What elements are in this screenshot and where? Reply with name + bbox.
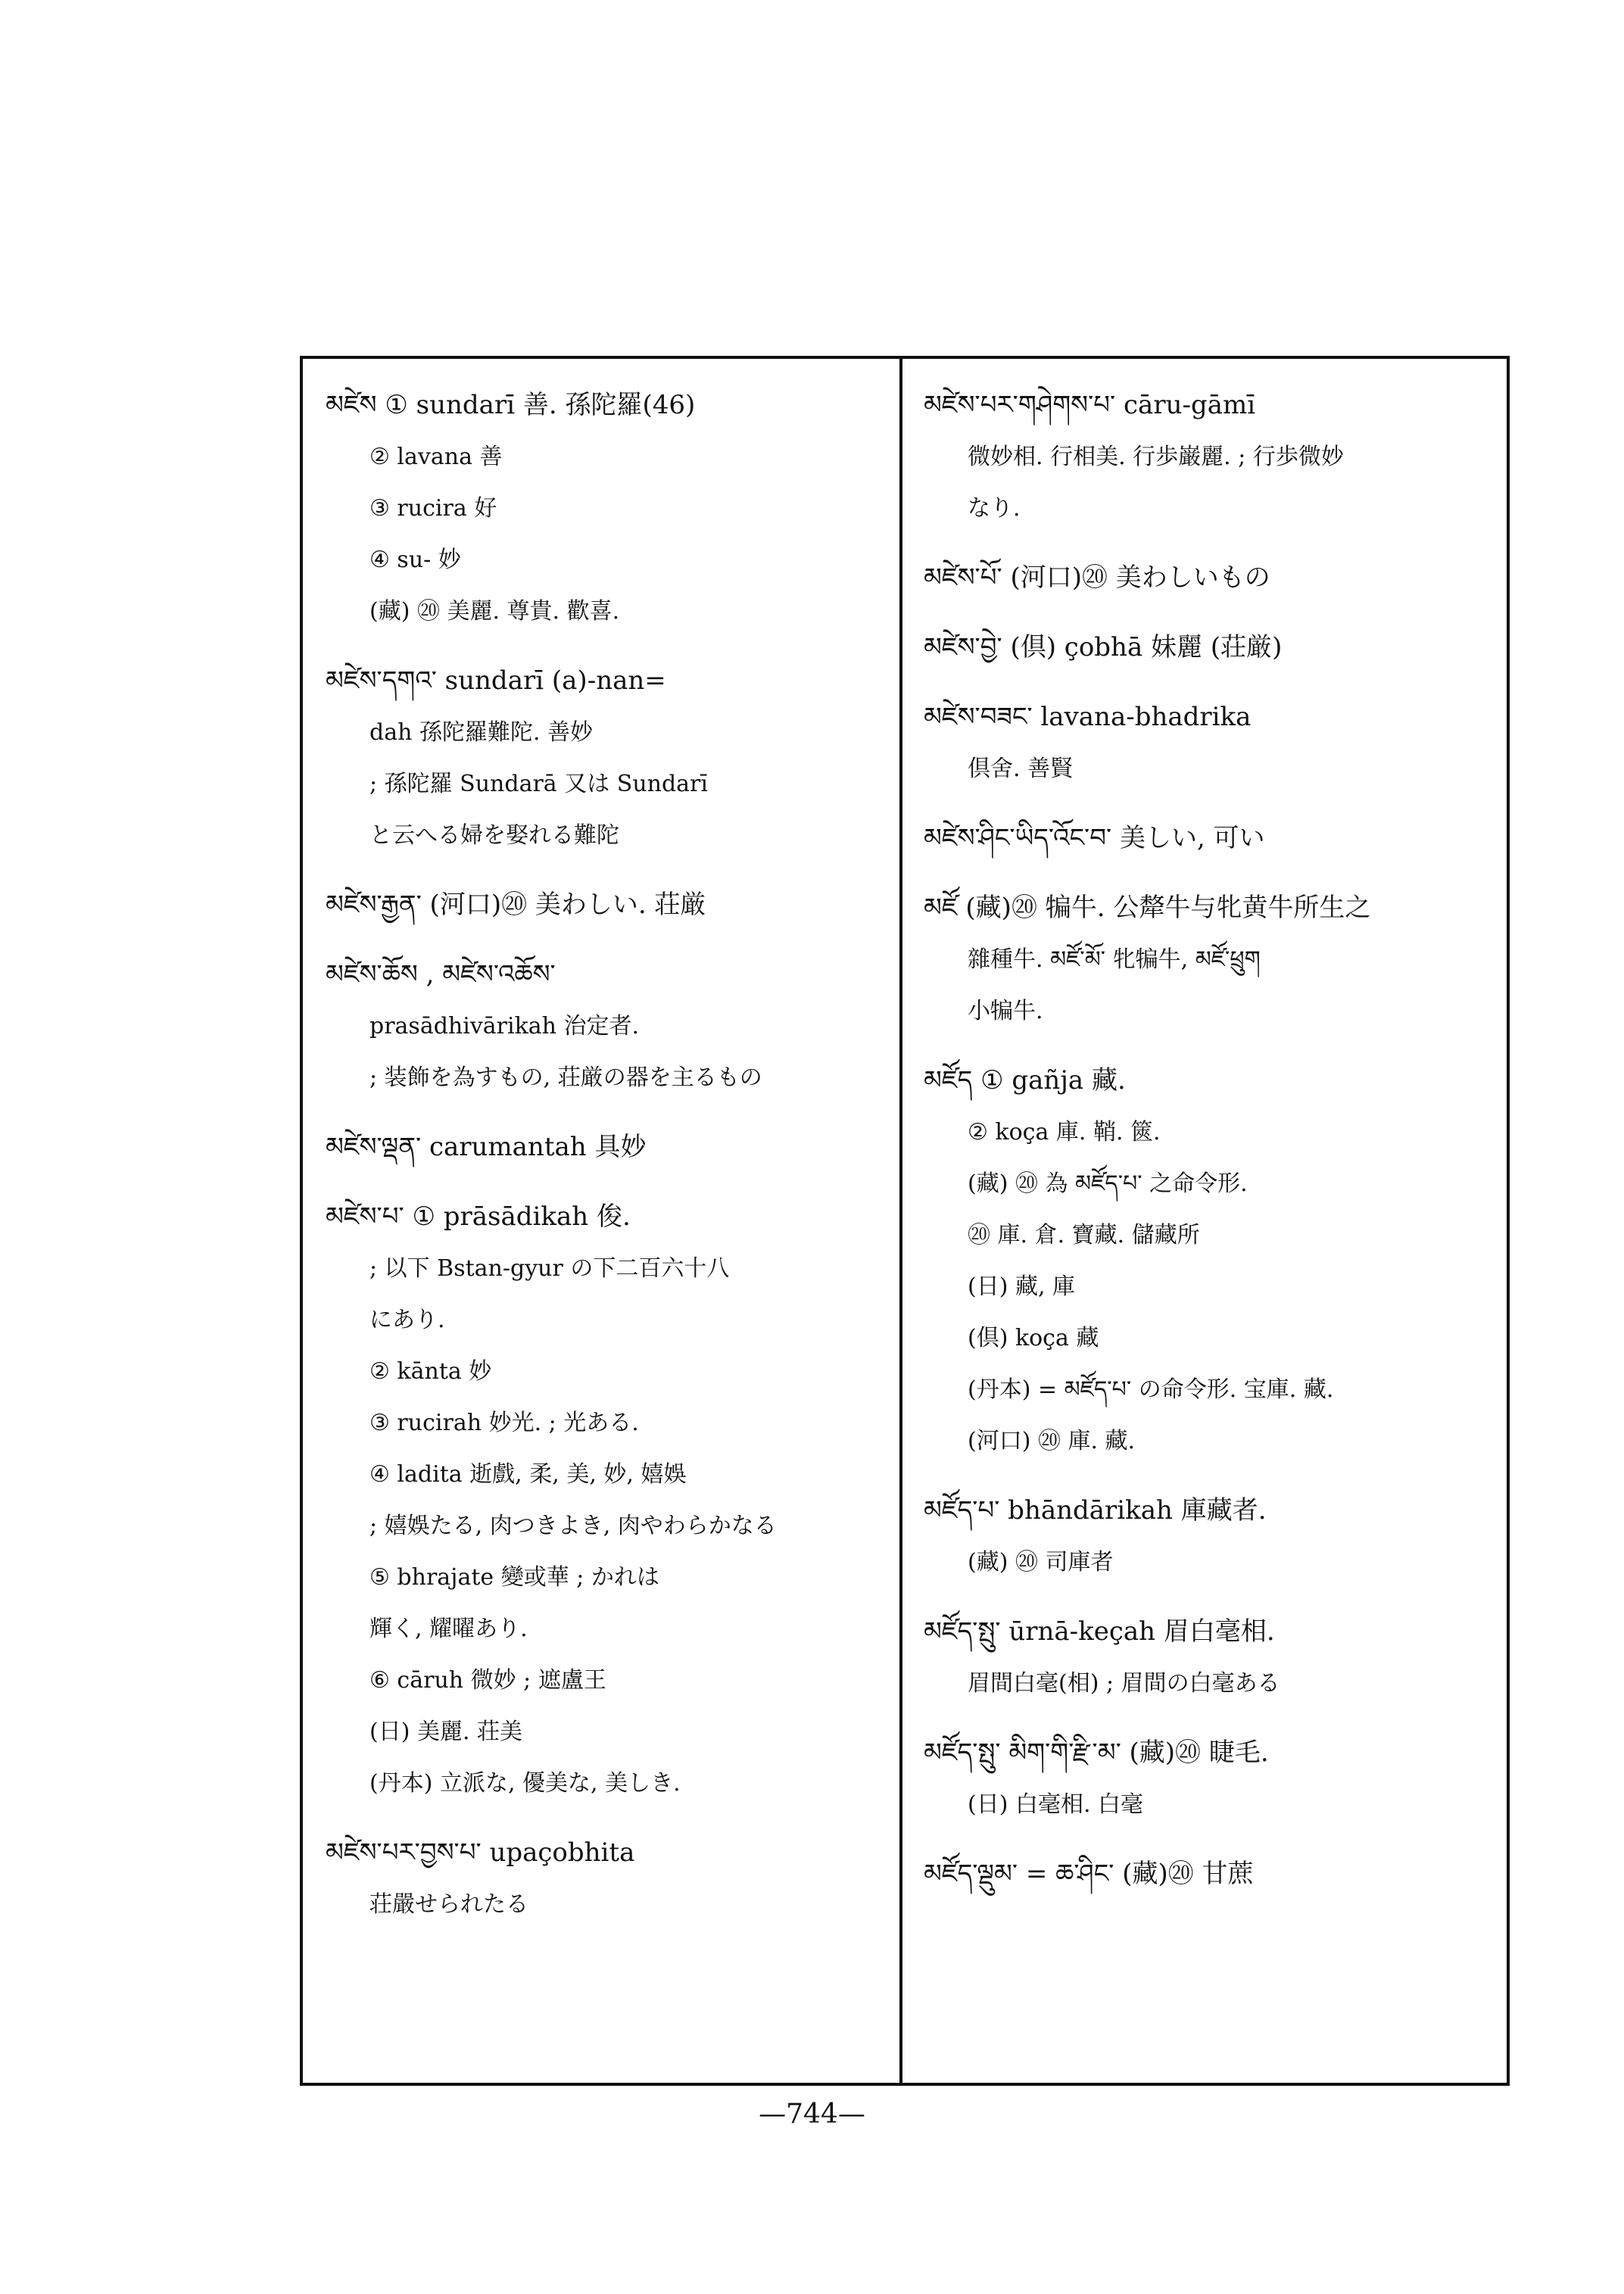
dictionary-entry [326, 878, 886, 931]
entry-headword: མཛོད་སྤུ་ ūrnā-keçah 眉白毫相. [924, 1616, 1275, 1647]
dictionary-entry [924, 812, 1495, 865]
entry-line: (丹本) 立派な, 優美な, 美しき. [369, 1770, 681, 1797]
dictionary-entry [924, 551, 1495, 604]
entry-headword: མཛེས་པར་གཤེགས་པ་ cāru-gāmī [924, 390, 1256, 420]
entry-line: ⑳ 庫. 倉. 寶藏. 儲藏所 [968, 1222, 1200, 1248]
entry-headword: མཛོད་པ་ bhāndārikah 庫藏者. [924, 1495, 1267, 1526]
dictionary-entry [326, 948, 886, 1104]
entry-line: 荘嚴せられたる [369, 1891, 528, 1918]
dictionary-entry [326, 654, 886, 862]
dictionary-entry [326, 379, 886, 637]
entry-headword: མཛེས་པར་བྱས་པ་ upaçobhita [326, 1837, 635, 1868]
entry-headword: མཛོད་ལྡུམ་ = ཆ་ཤིང་ (藏)⑳ 甘蔗 [924, 1859, 1254, 1889]
entry-line: ② koça 庫. 鞘. 篋. [968, 1119, 1161, 1145]
entry-line: ⑥ cāruh 微妙 ; 遮盧王 [369, 1667, 606, 1694]
entry-line: にあり. [369, 1307, 445, 1333]
page-number: —744— [759, 2099, 865, 2130]
entry-line: (河口) ⑳ 庫. 藏. [968, 1428, 1136, 1454]
dictionary-entry [924, 1605, 1495, 1710]
entry-line: 輝く, 耀曜あり. [369, 1616, 528, 1642]
entry-line: 眉間白毫(相) ; 眉間の白毫ある [968, 1670, 1280, 1697]
entry-headword: མཛེས ① sundarī 善. 孫陀羅(46) [326, 390, 696, 420]
entry-line: ④ su- 妙 [369, 547, 461, 573]
entry-headword: མཛེས་རྒྱན་ (河口)⑳ 美わしい. 荘厳 [326, 890, 706, 920]
entry-line: 小犏牛. [968, 998, 1043, 1024]
entry-headword: མཛོད ① gañja 藏. [924, 1065, 1126, 1096]
dictionary-entry [326, 1826, 886, 1931]
column-divider [899, 356, 902, 2086]
entry-line: ② kānta 妙 [369, 1358, 492, 1385]
entry-line: 雜種牛. མཛོ་མོ་ 牝犏牛, མཛོ་ཕྲུག [968, 946, 1261, 973]
entry-line: ③ rucira 好 [369, 495, 497, 522]
entry-line: (倶) koça 藏 [968, 1325, 1099, 1351]
entry-headword: མཛོ (藏)⑳ 犏牛. 公犛牛与牝黄牛所生之 [924, 893, 1371, 923]
entry-line: ④ ladita 逝戲, 柔, 美, 妙, 嬉娛 [369, 1461, 687, 1488]
entry-line: (丹本) = མཛོད་པ་ の命令形. 宝庫. 藏. [968, 1376, 1334, 1403]
entry-line: (藏) ⑳ 美麗. 尊貴. 歡喜. [369, 598, 620, 625]
entry-line: ; 装飾を為すもの, 荘厳の器を主るもの [369, 1064, 762, 1091]
dictionary-entry [924, 1484, 1495, 1588]
entry-headword: མཛེས་ཤིང་ཡིད་འོང་བ་ 美しい, 可い [924, 823, 1265, 853]
entry-line: dah 孫陀羅難陀. 善妙 [369, 719, 594, 746]
entry-headword: མཛོད་སྤུ་ མིག་གི་རྫི་མ་ (藏)⑳ 睫毛. [924, 1738, 1269, 1768]
entry-line: ; 孫陀羅 Sundarā 又は Sundarī [369, 771, 708, 797]
dictionary-entry [924, 1847, 1495, 1900]
entry-line: ⑤ bhrajate 變或華 ; かれは [369, 1564, 659, 1591]
dictionary-entry [924, 1726, 1495, 1831]
right-column [924, 379, 1495, 1917]
dictionary-entry [924, 621, 1495, 674]
dictionary-entry [924, 690, 1495, 795]
entry-line: ; 以下 Bstan-gyur の下二百六十八 [369, 1255, 730, 1282]
entry-line: (藏) ⑳ 為 མཛོད་པ་ 之命令形. [968, 1170, 1248, 1197]
left-column [326, 379, 886, 1947]
entry-line: ; 嬉娛たる, 肉つきよき, 肉やわらかなる [369, 1513, 777, 1539]
entry-line: 倶舍. 善賢 [968, 756, 1074, 782]
entry-line: (藏) ⑳ 司庫者 [968, 1549, 1114, 1576]
entry-headword: མཛེས་ཆོས , མཛེས་འཆོས་ [326, 959, 556, 990]
entry-headword: མཛེས་ལྡན་ carumantah 具妙 [326, 1132, 647, 1162]
entry-headword: མཛེས་བྱེ་ (倶) çobhā 妹麗 (荘厳) [924, 632, 1283, 662]
entry-line: なり. [968, 495, 1021, 522]
entry-line: 微妙相. 行相美. 行歩巌麗. ; 行歩微妙 [968, 444, 1344, 470]
dictionary-entry [326, 1121, 886, 1173]
entry-headword: མཛེས་པོ་ (河口)⑳ 美わしいもの [924, 563, 1270, 593]
entry-line: (日) 美麗. 荘美 [369, 1719, 523, 1745]
entry-headword: མཛེས་དགའ་ sundarī (a)-nan= [326, 665, 666, 696]
entry-line: ③ rucirah 妙光. ; 光ある. [369, 1410, 639, 1436]
entry-line: (日) 白毫相. 白毫 [968, 1791, 1144, 1818]
dictionary-entry [924, 881, 1495, 1037]
entry-line: (日) 藏, 庫 [968, 1273, 1076, 1300]
dictionary-entry [924, 1054, 1495, 1467]
entry-headword: མཛེས་པ་ ① prāsādikah 俊. [326, 1202, 631, 1232]
entry-line: と云へる婦を娶れる難陀 [369, 822, 619, 849]
entry-line: ② lavana 善 [369, 444, 503, 470]
dictionary-entry [924, 379, 1495, 535]
dictionary-entry [326, 1190, 886, 1809]
entry-headword: མཛེས་བཟང་ lavana-bhadrika [924, 702, 1252, 732]
entry-line: prasādhivārikah 治定者. [369, 1013, 640, 1039]
